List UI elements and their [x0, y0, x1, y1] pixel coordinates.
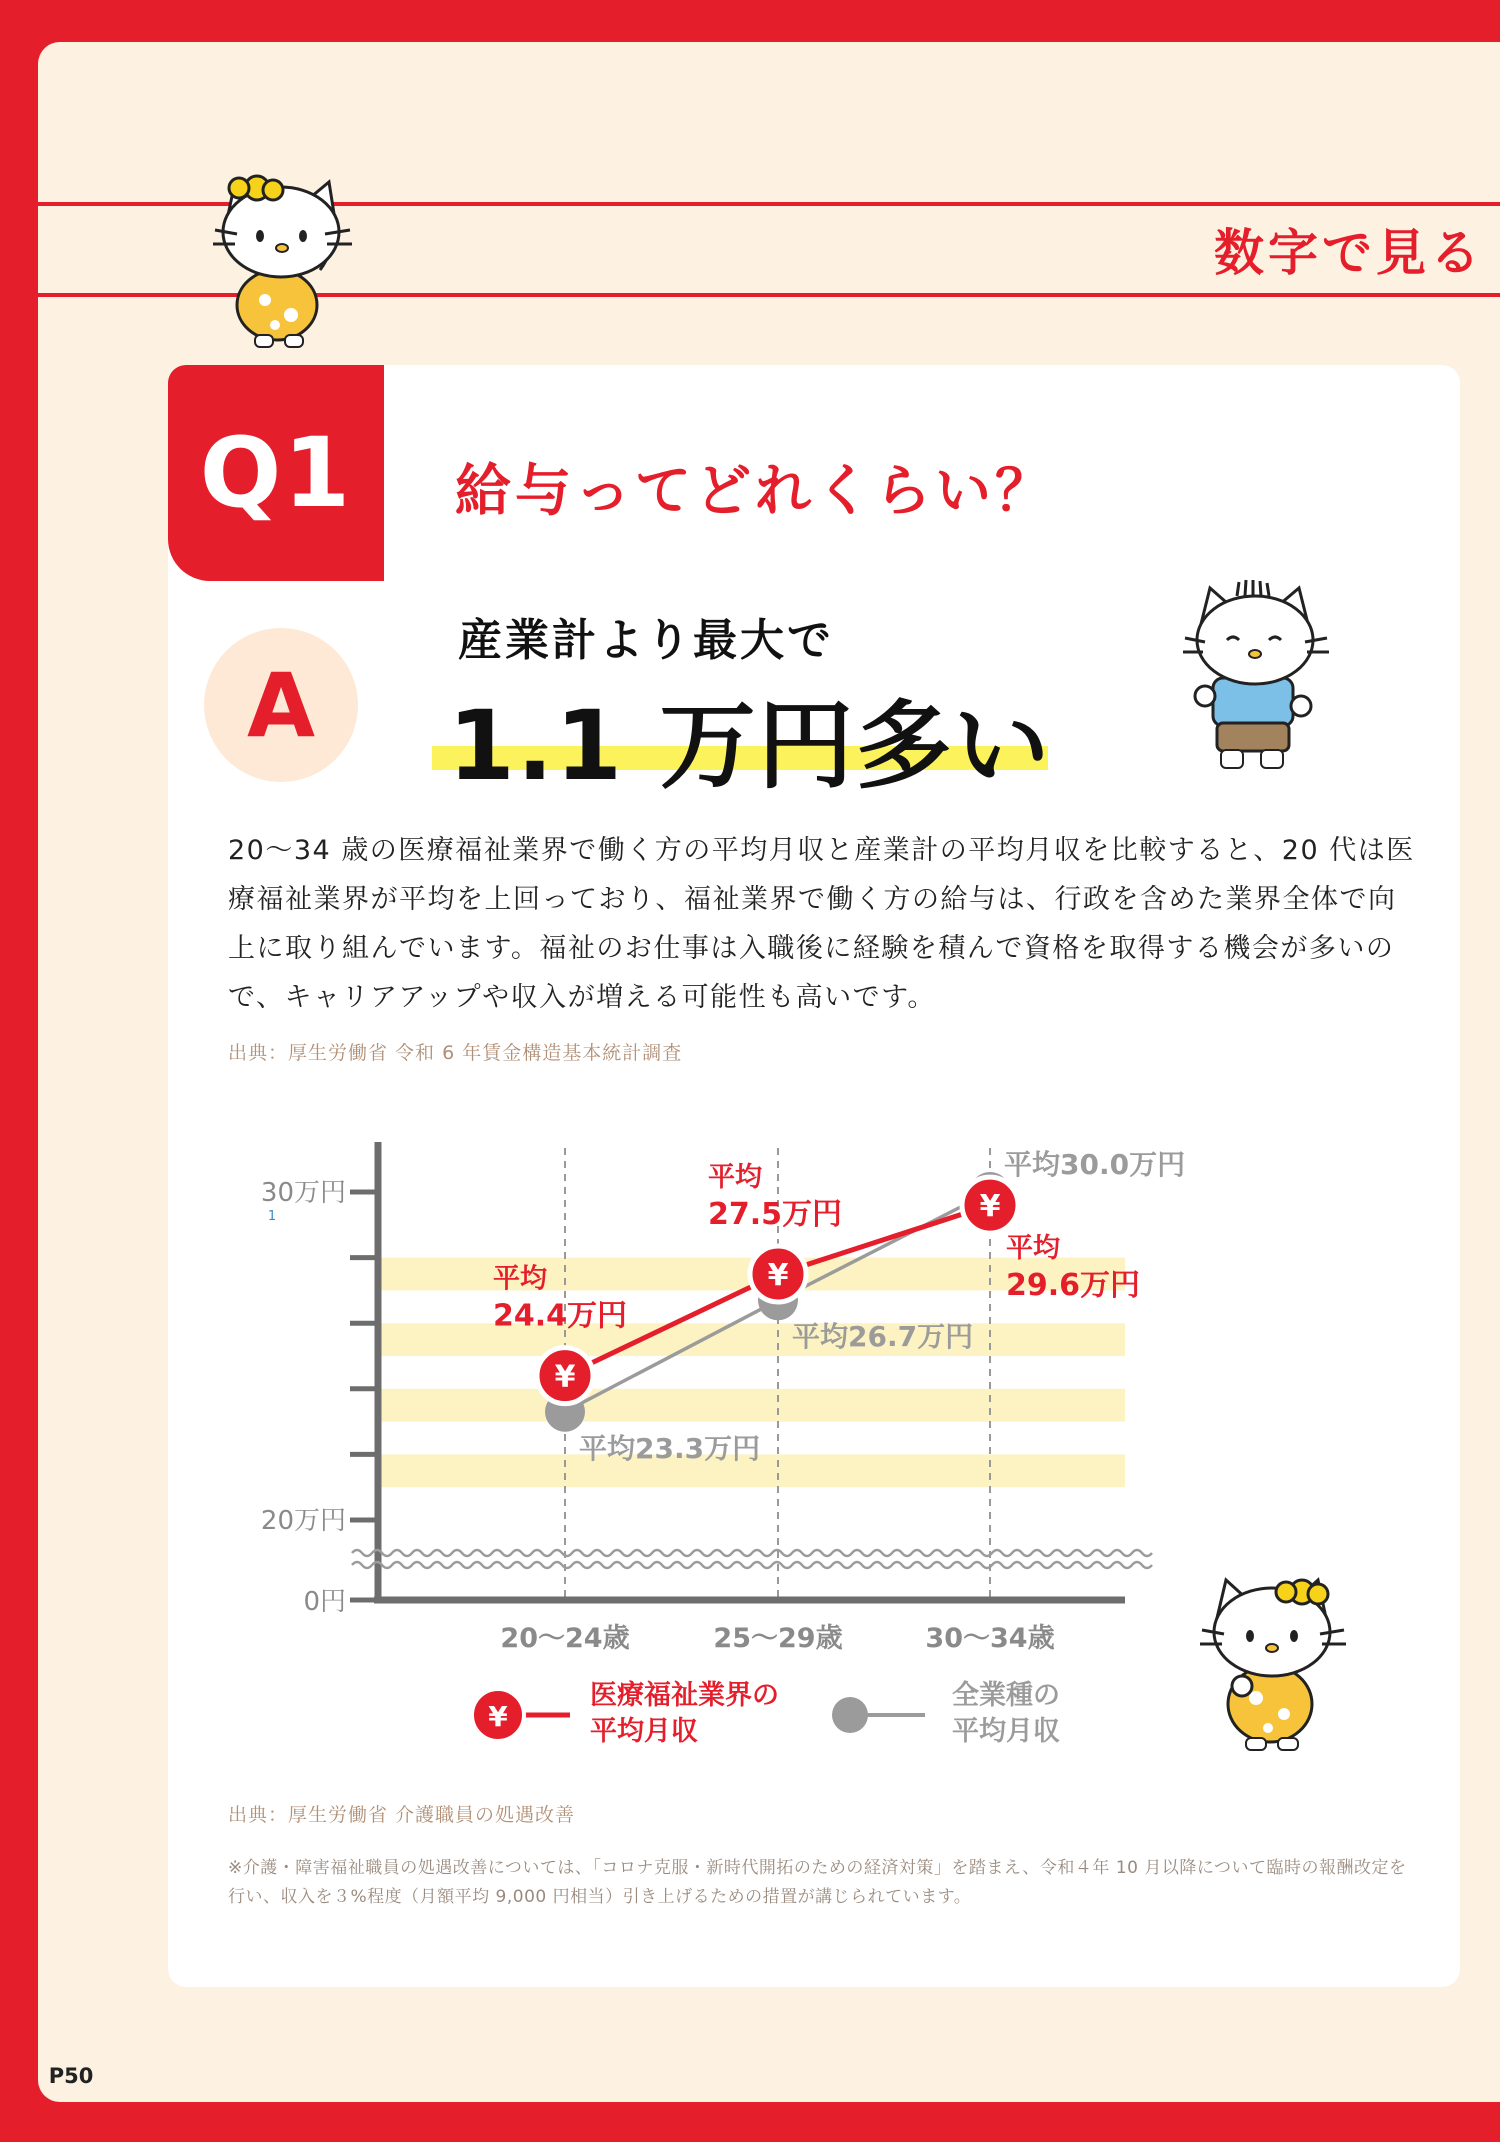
question-badge-label: Q1 — [199, 417, 353, 529]
chart-legend — [472, 1679, 1060, 1747]
question-heading: 給与ってどれくらい？ — [455, 459, 1055, 524]
gray-data-label: 平均23.3万円 — [579, 1431, 761, 1465]
yen-glyph: ¥ — [767, 1258, 789, 1293]
salary-line-chart — [200, 1120, 1200, 1760]
dear-daniel-illustration — [1175, 578, 1335, 778]
red-data-label: 29.6万円 — [1006, 1268, 1141, 1304]
gray-data-label: 平均26.7万円 — [792, 1320, 974, 1354]
legend-label-gray: 全業種の — [952, 1680, 1060, 1711]
question-badge — [168, 365, 384, 581]
yen-glyph: ¥ — [979, 1189, 1001, 1225]
red-data-label: 平均 — [493, 1263, 547, 1295]
red-data-label: 27.5万円 — [708, 1197, 843, 1232]
legend-label-red: 平均月収 — [590, 1716, 698, 1747]
legend-label-gray: 平均月収 — [952, 1716, 1060, 1747]
red-data-label: 平均 — [1006, 1233, 1060, 1265]
answer-headline: 1.1 万円多い — [448, 690, 1052, 802]
answer-subheading: 産業計より最大で — [458, 615, 834, 666]
footnote: ※介護・障害福祉職員の処遇改善については、「コロナ克服・新時代開拓のための経済対策」を踏まえ、令和４年 10 月以降について臨時の報酬改定を行い、収入を３%程度（月額平均 9,000 円相当）引き上げるための措置が講じられています。 — [228, 1858, 1407, 1907]
page-number: P50 — [48, 2064, 94, 2088]
y-tick-label: 20万円 — [260, 1506, 346, 1536]
answer-badge — [204, 628, 358, 782]
yen-glyph: ¥ — [554, 1359, 576, 1395]
chart-x-tick-labels — [500, 1623, 1054, 1654]
legend-yen-glyph: ¥ — [488, 1700, 508, 1733]
body-paragraph: 20～34 歳の医療福祉業界で働く方の平均月収と産業計の平均月収を比較すると、20 代は医療福祉業界が平均を上回っており、福祉業界で働く方の給与は、行政を含めた業界全体で向上に取り組んでいます。福祉のお仕事は入職後に経験を積んで資格を取得する機会が多いので、キャリアアップや収入が増える可能性も高いです。 — [228, 835, 1415, 1013]
gray-data-label: 平均30.0万円 — [1004, 1148, 1186, 1181]
x-tick-label: 25～29歳 — [713, 1623, 843, 1654]
red-data-label: 平均 — [708, 1162, 762, 1193]
hello-kitty-bottom-illustration — [1192, 1556, 1352, 1756]
source-citation-wage-survey: 出典：厚生労働省 令和 6 年賃金構造基本統計調査 — [228, 1042, 683, 1064]
answer-badge-label: A — [246, 653, 316, 757]
chart-band — [378, 1323, 1125, 1356]
source-citation-treatment: 出典：厚生労働省 介護職員の処遇改善 — [228, 1804, 576, 1826]
y-tick-label: 0円 — [303, 1587, 346, 1617]
x-tick-label: 30～34歳 — [925, 1623, 1055, 1654]
hello-kitty-waving-illustration — [205, 160, 370, 350]
stray-mark: 1 — [267, 1209, 277, 1224]
x-tick-label: 20～24歳 — [500, 1623, 630, 1654]
legend-label-red: 医療福祉業界の — [590, 1680, 779, 1711]
axis-break-wave — [352, 1550, 1152, 1556]
axis-break-wave — [352, 1562, 1152, 1568]
section-title: 数字で見る — [1214, 224, 1484, 282]
red-data-label: 24.4万円 — [493, 1298, 628, 1334]
chart-band — [378, 1389, 1125, 1422]
y-tick-label: 30万円 — [260, 1178, 346, 1208]
legend-gray-dot — [832, 1697, 868, 1733]
